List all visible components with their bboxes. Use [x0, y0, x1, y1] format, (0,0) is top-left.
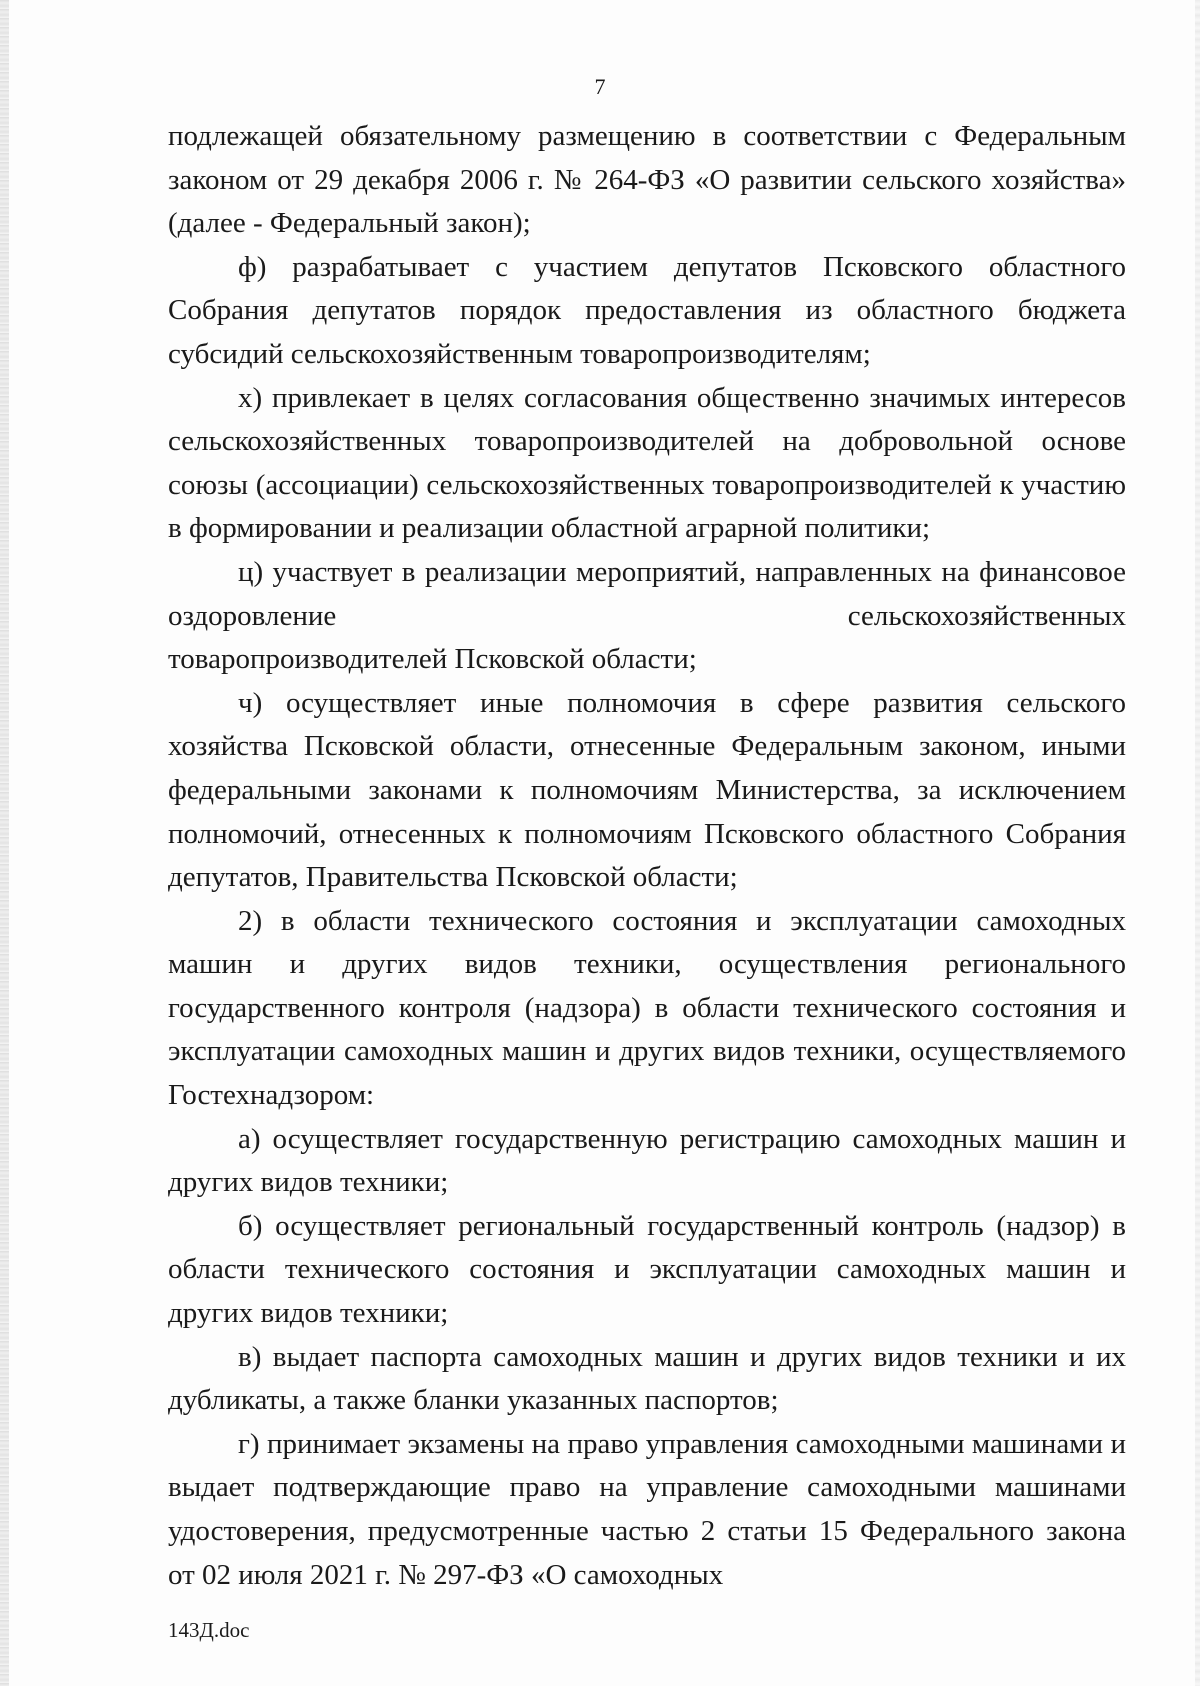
page-number: 7: [594, 74, 606, 99]
paragraph-continuation: подлежащей обязательному размещению в соответствии с Федеральным законом от 29 декабря 2006 г. № 264-ФЗ «О развитии сельского хозяйства» (далее - Федеральный закон);: [168, 120, 1126, 240]
paragraph-item-a: а) осуществляет государственную регистрацию самоходных машин и других видов техники;: [168, 1122, 1126, 1199]
paragraph-item-ts: ц) участвует в реализации мероприятий, направленных на финансовое оздоровление сельскохозяйственных: [168, 555, 1126, 632]
paragraph-section-2: 2) в области технического состояния и эксплуатации самоходных машин и других видов техники, осуществления регионального государственного контроля (надзора) в области технического состояния и эксплуатации самоходных машин и других видов техники, осуществляемого Гостехнадзором:: [168, 904, 1126, 1112]
paragraph-item-g: г) принимает экзамены на право управления самоходными машинами и выдает подтверждающие право на управление самоходными машинами удостоверения, предусмотренные частью 2 статьи 15 Федерального закона от 02 июля 2021 г. № 297-ФЗ «О самоходных: [168, 1427, 1126, 1591]
paragraph-item-v: в) выдает паспорта самоходных машин и других видов техники и их дубликаты, а также бланки указанных паспортов;: [168, 1340, 1126, 1417]
paragraph-item-f: ф) разрабатывает с участием депутатов Псковского областного Собрания депутатов порядок предоставления из областного бюджета субсидий сельскохозяйственным товаропроизводителям;: [168, 250, 1126, 370]
paragraph-item-kh: х) привлекает в целях согласования общественно значимых интересов сельскохозяйственных товаропроизводителей на добровольной основе союзы (ассоциации) сельскохозяйственных товаропроизводителей к участию в формировании и реализации областной аграрной политики;: [168, 381, 1126, 545]
paragraph-item-ts-end: товаропроизводителей Псковской области;: [168, 643, 697, 676]
scan-edge-right: [1195, 0, 1200, 1686]
paragraph-item-b: б) осуществляет региональный государственный контроль (надзор) в области технического состояния и эксплуатации самоходных машин и других видов техники;: [168, 1209, 1126, 1330]
scan-edge-left: [0, 0, 9, 1686]
paragraph-item-ch: ч) осуществляет иные полномочия в сфере развития сельского хозяйства Псковской области, отнесенные Федеральным законом, иными федеральными законами к полномочиям Министерства, за исключением полномочий, отнесенных к полномочиям Псковского областного Собрания депутатов, Правительства Псковской области;: [168, 686, 1126, 894]
document-body: [168, 115, 1126, 1597]
footer-filename: 143Д.doc: [168, 1618, 250, 1642]
